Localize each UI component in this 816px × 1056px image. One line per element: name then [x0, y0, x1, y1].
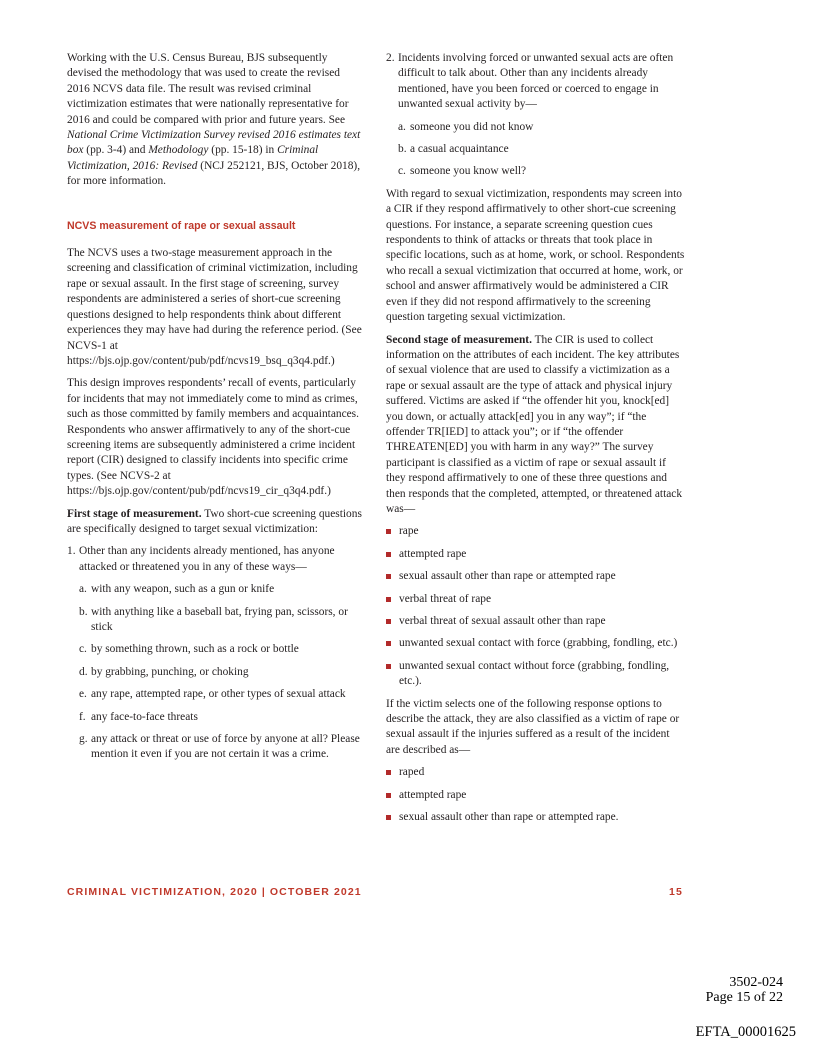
efta-identifier: EFTA_00001625 — [695, 1024, 796, 1040]
option-text: by grabbing, punching, or choking — [91, 665, 249, 678]
first-stage-text: Two short-cue screening questions are specifically designed to target sexual victimization: — [67, 507, 362, 535]
square-bullet-icon — [386, 619, 391, 624]
left-column — [67, 51, 365, 770]
question-number: 1. — [67, 545, 76, 558]
option-item — [79, 582, 365, 597]
list-item-text: verbal threat of rape — [399, 592, 492, 605]
list-item-text: verbal threat of sexual assault other than rape — [399, 615, 606, 627]
intro-citation-title-1: National Crime Victimization Survey revised 2016 estimates text box — [67, 129, 361, 157]
list-item — [386, 569, 686, 584]
option-letter: c. — [398, 165, 406, 178]
option-text: any face-to-face threats — [91, 710, 198, 723]
intro-text-2: (pp. 3-4) and — [83, 144, 149, 157]
attack-type-list — [386, 524, 686, 689]
option-item — [79, 642, 365, 657]
intro-text-3: (pp. 15-18) in — [208, 144, 278, 157]
option-item — [398, 120, 686, 135]
page-number: 15 — [669, 886, 683, 898]
question-1 — [67, 544, 365, 762]
square-bullet-icon — [386, 597, 391, 602]
question-text: Incidents involving forced or unwanted sexual acts are often difficult to talk about. Other than any incidents already mentioned, have you been forced or coerced to engage in unwanted sexual activity by— — [398, 52, 674, 111]
first-stage-label: First stage of measurement. — [67, 507, 202, 520]
intro-citation-title-3: Criminal Victimization, 2016: Revised — [67, 144, 319, 172]
list-item-text: sexual assault other than rape or attempted rape. — [399, 811, 619, 824]
list-item — [386, 614, 686, 629]
question-1-text-block — [67, 544, 365, 575]
square-bullet-icon — [386, 770, 391, 775]
list-item-text: attempted rape — [399, 547, 467, 560]
second-stage-paragraph — [386, 333, 686, 518]
intro-citation-title-2: Methodology — [148, 144, 209, 157]
option-letter: b. — [79, 605, 88, 618]
intro-text-4: (NCJ 252121, BJS, October 2018), for more information. — [67, 159, 361, 188]
design-paragraph: This design improves respondents’ recall of events, particularly for incidents that may not immediately come to mind as crimes, such as those committed by family members and acquaintances. Respondents who answer affirmatively to any of the short-cue screening items are subsequently administered a crime incident report (CIR) designed to classify incidents into specific crime types. (See NCVS-2 at https://bjs.ojp.gov/content/pub/pdf/ncvs19_cir_q3q4.pdf.) — [67, 377, 359, 498]
injury-list — [386, 765, 686, 825]
second-stage-text: The CIR is used to collect information on the attributes of each incident. The key attributes of sexual violence that are used to classify a victimization as a rape or sexual assault are the type of attack and physical injury suffered. Victims are asked if “the offender hit you, knock[ed] you down, or actually attack[ed] you in any way”; if “the offender TR[IED] to attack you”; or if “the offender THREATEN[ED] you with harm in any way?” The survey participant is classified as a victim of rape or sexual assault if they respond affirmatively to one of these three questions and then responds that the completed, attempted, or threatened attack was— — [386, 333, 683, 515]
option-letter: g. — [79, 733, 88, 746]
option-letter: a. — [398, 120, 406, 133]
intro-paragraph — [67, 51, 365, 190]
list-item-text: unwanted sexual contact without force (grabbing, fondling, etc.). — [399, 659, 670, 688]
section-heading: NCVS measurement of rape or sexual assault — [67, 219, 296, 232]
list-item — [386, 659, 686, 690]
option-letter: e. — [79, 688, 87, 701]
option-text: any attack or threat or use of force by anyone at all? Please mention it even if you are not certain it was a crime. — [91, 733, 360, 761]
second-stage-label: Second stage of measurement. — [386, 333, 532, 346]
square-bullet-icon — [386, 793, 391, 798]
option-letter: c. — [79, 643, 87, 656]
option-letter: b. — [398, 143, 407, 156]
option-item — [79, 732, 365, 763]
option-text: someone you did not know — [410, 120, 534, 133]
list-item-text: unwanted sexual contact with force (grabbing, fondling, etc.) — [399, 637, 678, 650]
footer-publication: CRIMINAL VICTIMIZATION, 2020 | OCTOBER 2021 — [67, 886, 362, 898]
option-letter: f. — [79, 710, 86, 723]
list-item-text: attempted rape — [399, 788, 467, 801]
injury-paragraph: If the victim selects one of the following response options to describe the attack, they are also classified as a victim of rape or sexual assault if the injuries suffered as a result of the incident are described as— — [386, 697, 680, 756]
question-2-options — [386, 120, 686, 180]
list-item — [386, 765, 686, 780]
option-text: any rape, attempted rape, or other types of sexual attack — [91, 688, 346, 701]
option-letter: d. — [79, 665, 88, 678]
square-bullet-icon — [386, 552, 391, 557]
question-2-text-block — [386, 51, 686, 113]
option-item — [398, 164, 686, 179]
right-column — [386, 51, 686, 832]
option-letter: a. — [79, 583, 87, 596]
question-number: 2. — [386, 52, 395, 64]
list-item-text: sexual assault other than rape or attempted rape — [399, 570, 616, 583]
option-item — [398, 142, 686, 157]
regard-paragraph: With regard to sexual victimization, respondents may screen into a CIR if they respond affirmatively to other short-cue screening questions. For instance, a separate screening question cues respondents to think of attacks or threats that took place in specific locations, such as at home, work, or school. Respondents who recall a sexual victimization that occurred at home, work, or school and answer affirmatively would be administered a CIR even if they did not respond affirmatively to the screening question targeting sexual victimization. — [386, 187, 685, 324]
first-stage-paragraph — [67, 507, 365, 538]
two-stage-paragraph: The NCVS uses a two-stage measurement approach in the screening and classification of criminal victimization, including rape or sexual assault. In the first stage of screening, survey respondents are administered a series of short-cue screening questions designed to help respondents think about different experiences they may have had during the reference period. (See NCVS-1 at https://bjs.ojp.gov/content/pub/pdf/ncvs19_bsq_q3q4.pdf.) — [67, 247, 362, 367]
square-bullet-icon — [386, 574, 391, 579]
option-text: with anything like a baseball bat, frying pan, scissors, or stick — [91, 605, 348, 633]
intro-text-1: Working with the U.S. Census Bureau, BJS subsequently devised the methodology that was used to create the revised 2016 NCVS data file. The result was revised criminal victimization estimates that were nationally representative for 2016 and could be compared with prior and future years. See — [67, 52, 349, 126]
list-item — [386, 810, 686, 825]
option-item — [79, 687, 365, 702]
list-item — [386, 592, 686, 607]
square-bullet-icon — [386, 529, 391, 534]
list-item — [386, 547, 686, 562]
question-1-options — [67, 582, 365, 763]
option-item — [79, 605, 365, 636]
option-text: a casual acquaintance — [410, 143, 509, 156]
question-2 — [386, 51, 686, 180]
square-bullet-icon — [386, 641, 391, 646]
list-item — [386, 636, 686, 651]
list-item-text: rape — [399, 525, 419, 538]
list-item — [386, 788, 686, 803]
page-counter: Page 15 of 22 — [705, 990, 783, 1005]
option-text: someone you know well? — [410, 165, 527, 178]
option-item — [79, 710, 365, 725]
square-bullet-icon — [386, 664, 391, 669]
option-text: by something thrown, such as a rock or bottle — [91, 643, 299, 656]
square-bullet-icon — [386, 815, 391, 820]
list-item-text: raped — [399, 766, 425, 779]
question-text: Other than any incidents already mentioned, has anyone attacked or threatened you in any of these ways— — [79, 545, 335, 573]
document-code: 3502-024 — [729, 975, 783, 990]
option-item — [79, 665, 365, 680]
option-text: with any weapon, such as a gun or knife — [91, 583, 275, 596]
list-item — [386, 524, 686, 539]
